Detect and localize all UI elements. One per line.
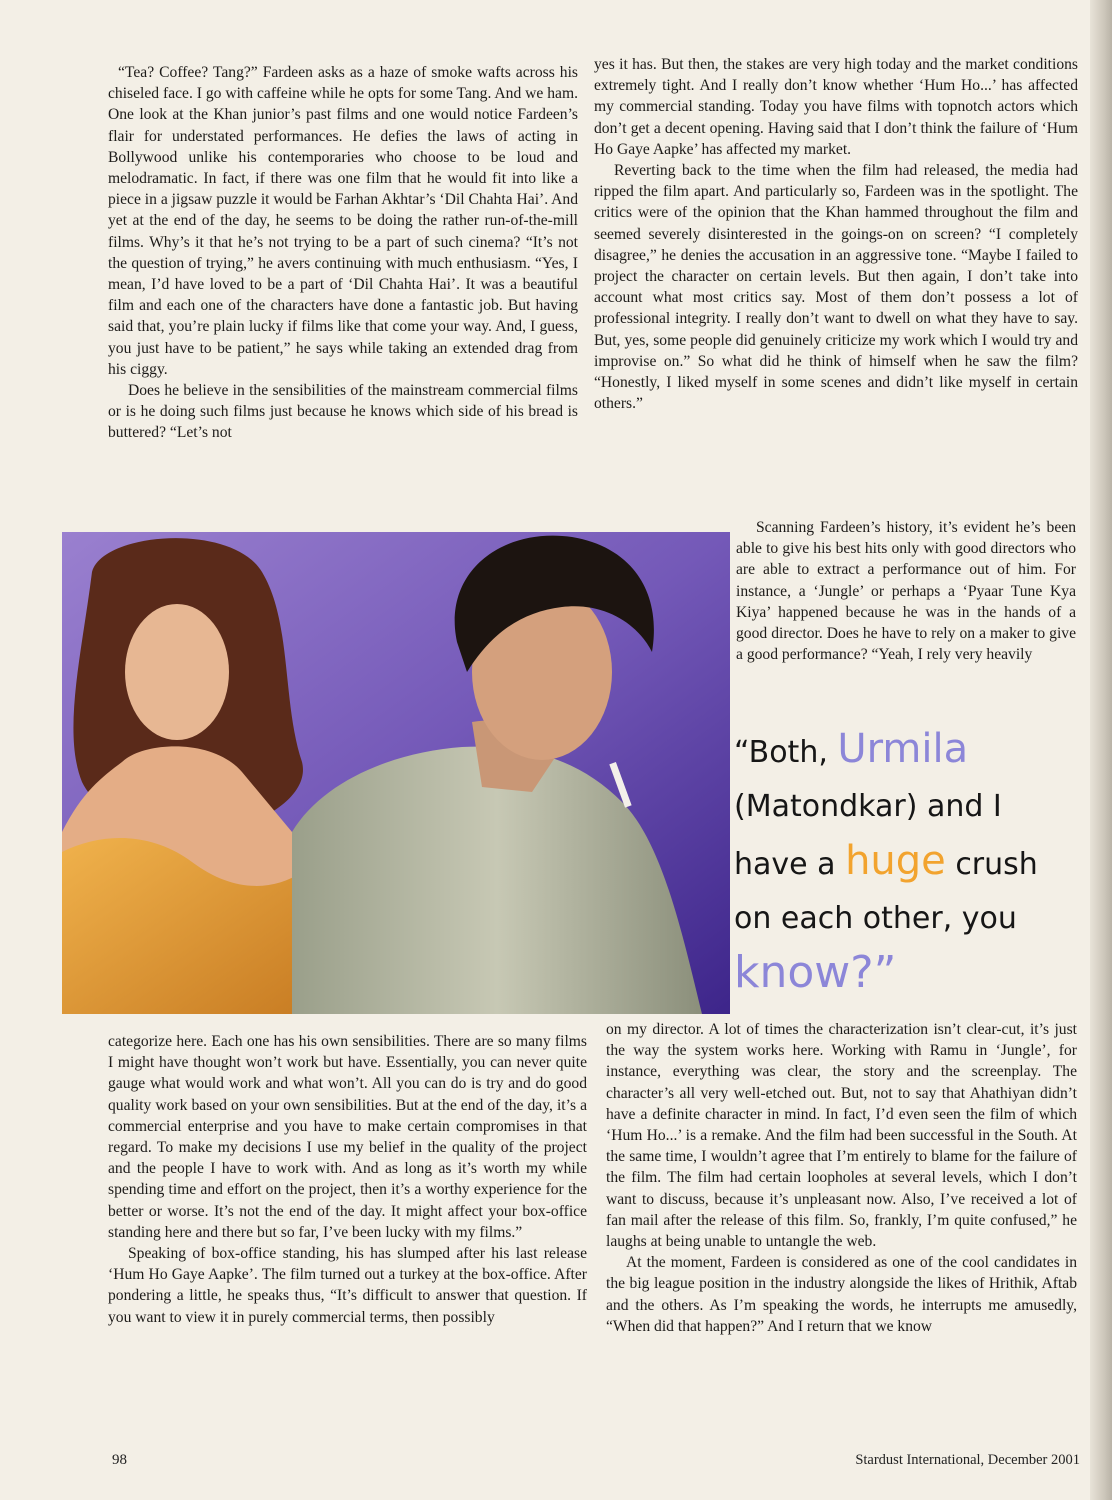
pull-quote-text: “Both, xyxy=(734,735,838,770)
binding-spine-shadow xyxy=(1090,0,1112,1500)
magazine-credit: Stardust International, December 2001 xyxy=(855,1452,1080,1468)
paragraph: Scanning Fardeen’s history, it’s evident he’s been able to give his best hits only with good directors who are able to extract a performance out of him. For instance, a ‘Jungle’ or perhaps a ‘Pyaar Tune Kya Kiya’ happened because he was in the hands of a good director. Does he have to rely on a maker to give a good performance? “Yeah, I rely very heavily xyxy=(736,519,1076,664)
article-column-2-continued xyxy=(736,517,1076,723)
article-column-2 xyxy=(594,54,1078,520)
paragraph: on my director. A lot of times the characterization isn’t clear-cut, it’s just the way the system works here. Working with Ramu in ‘Jungle’, for instance, everything was clear, the story and the screenplay. The character’s all very well-etched out. But, not to say that Ahathiyan didn’t have a definite character in mind. In fact, I’d even seen the film of which ‘Hum Ho...’ is a remake. And the film had been successful in the South. At the same time, I wouldn’t agree that I’m entirely to blame for the failure of the film. The film had certain loopholes at several levels, which I don’t want to discuss, because it’s unpleasant now. Also, I’ve received a lot of fan mail after the release of this film. So, frankly, I’m quite confused,” he laughs at being unable to untangle the web. xyxy=(606,1021,1077,1251)
pull-quote-text: have a xyxy=(734,847,846,882)
paragraph: Reverting back to the time when the film had released, the media had ripped the film apart. And particularly so, Fardeen was in the spotlight. The critics were of the opinion that the Khan hammed throughout the film and seemed severely disinterested in the goings-on on screen? “I completely disagree,” he denies the accusation in an aggressive tone. “Maybe I failed to project the character on certain levels. But then again, I don’t take into account what most critics say. Most of them don’t possess a lot of professional integrity. I really don’t want to dwell on what they have to say. But, yes, some people did genuinely criticize my work which I would try and improvise on.” So what did he think of himself when he saw the film? “Honestly, I liked myself in some scenes and didn’t like myself in certain others.” xyxy=(594,162,1078,413)
paragraph: At the moment, Fardeen is considered as one of the cool candidates in the big league position in the industry alongside the likes of Hrithik, Aftab and the others. As I’m speaking the words, he interrupts me amusedly, “When did that happen?” And I return that we know xyxy=(606,1254,1077,1335)
article-column-1 xyxy=(108,62,578,532)
paragraph: Speaking of box-office standing, his has slumped after his last release ‘Hum Ho Gaye Aapke’. The film turned out a turkey at the box-office. After pondering a little, he speaks thus, “It’s difficult to answer that question. If you want to view it in purely commercial terms, then possibly xyxy=(108,1245,587,1326)
article-column-4 xyxy=(606,1019,1077,1449)
article-column-3 xyxy=(108,1031,587,1447)
pull-quote-highlight: huge xyxy=(845,838,946,884)
pull-quote-line-3 xyxy=(734,834,1074,892)
paragraph: categorize here. Each one has his own sensibilities. There are so many films I might have thought won’t work but have. Essentially, you can never quite gauge what would work and what won’t. All you can do is try and do good quality work based on your own sensibilities. But at the end of the day, it’s a commercial enterprise and you have to make certain compromises in that regard. To make my decisions I use my belief in the quality of the project and the people I have to work with. And as long as it’s worth my while spending time and effort on the project, then it’s a worthy experience for the better or worse. It’s not the end of the day. It might affect your box-office standing here and there but so far, I’ve been lucky with my films.” xyxy=(108,1033,587,1241)
pull-quote-line-5: know?” xyxy=(734,947,897,998)
pull-quote-text: crush xyxy=(945,847,1038,882)
pull-quote xyxy=(734,722,1074,1000)
page-number: 98 xyxy=(112,1452,127,1468)
pull-quote-highlight: Urmila xyxy=(837,726,969,772)
paragraph: “Tea? Coffee? Tang?” Fardeen asks as a haze of smoke wafts across his chiseled face. I go with caffeine while he opts for some Tang. And we ham. One look at the Khan junior’s past films and one would notice Fardeen’s flair for understated performances. He defies the laws of acting in Bollywood unlike his contemporaries who choose to be loud and melodramatic. In fact, if there was one film that he would fit into like a piece in a jigsaw puzzle it would be Farhan Akhtar’s ‘Dil Chahta Hai’. And yet at the end of the day, he seems to be doing the rather run-of-the-mill films. Why’s it that he’s not trying to be a part of such cinema? “It’s not the question of trying,” he avers continuing with much enthusiasm. “Yes, I mean, I’d have loved to be a part of ‘Dil Chahta Hai’. It was a beautiful film and each one of the characters have done a fantastic job. But having said that, you’re plain lucky if films like that come your way. And, I guess, you just have to be patient,” he says while taking an extended drag from his ciggy. xyxy=(108,64,578,378)
paragraph: yes it has. But then, the stakes are very high today and the market conditions extremely tight. And I really don’t know whether ‘Hum Ho...’ has affected my commercial standing. Today you have films with topnotch actors which don’t get a decent opening. Having said that I don’t think the failure of ‘Hum Ho Gaye Aapke’ has affected my market. xyxy=(594,56,1078,158)
pull-quote-line-2: (Matondkar) and I xyxy=(734,789,1002,824)
photo-illustration xyxy=(62,532,730,1014)
paragraph: Does he believe in the sensibilities of the mainstream commercial films or is he doing such films just because he knows which side of his bread is buttered? “Let’s not xyxy=(108,382,578,442)
article-photo xyxy=(62,532,730,1014)
pull-quote-line-4: on each other, you xyxy=(734,901,1017,936)
pull-quote-line-1 xyxy=(734,722,1074,780)
